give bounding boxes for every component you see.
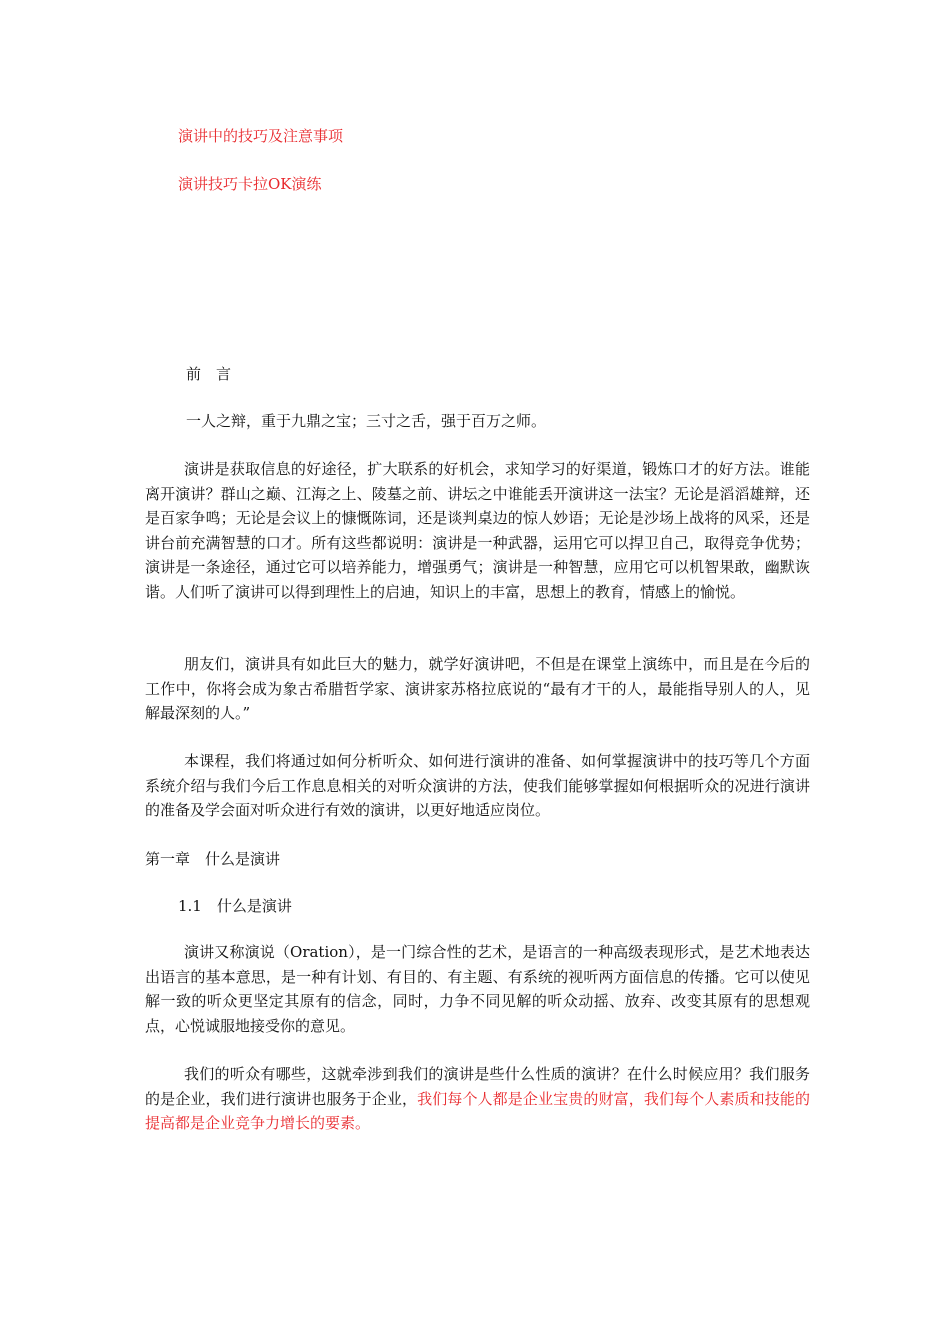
toc-item-techniques[interactable]: 演讲中的技巧及注意事项 [178, 127, 344, 145]
emphasis-text: 我们每个人都是企业宝贵的财富，我们每个人素质和技能的提高都是企业竞争力增长的要素。 [145, 1089, 810, 1132]
paragraph-text: 我们的听众有哪些，这就牵涉到我们的演讲是些什么性质的演讲？在什么时候应用？我们服务的是企业，我们进行演讲也服务于企业， [145, 1065, 810, 1108]
section-heading: 1.1 什么是演讲 [178, 897, 292, 915]
chapter-paragraph-1: 演讲又称演说（Oration），是一门综合性的艺术，是语言的一种高级表现形式，是艺术地表达出语言的基本意思，是一种有计划、有目的、有主题、有系统的视听两方面信息的传播。它可以使见解一致的听众更坚定其原有的信念，同时，力争不同见解的听众动摇、放弃、改变其原有的思想观点，心悦诚服地接受你的意见。 [145, 943, 810, 1035]
chapter-paragraph-2 [145, 1062, 810, 1136]
preface-paragraph-3: 本课程，我们将通过如何分析听众、如何进行演讲的准备、如何掌握演讲中的技巧等几个方面系统介绍与我们今后工作息息相关的对听众演讲的方法，使我们能够掌握如何根据听众的况进行演讲的准备及学会面对听众进行有效的演讲，以更好地适应岗位。 [145, 752, 810, 819]
preface-motto: 一人之辩，重于九鼎之宝；三寸之舌，强于百万之师。 [186, 412, 547, 430]
preface-paragraph-1: 演讲是获取信息的好途径，扩大联系的好机会，求知学习的好渠道，锻炼口才的好方法。谁能离开演讲？群山之巅、江海之上、陵墓之前、讲坛之中谁能丢开演讲这一法宝？无论是滔滔雄辩，还是百家争鸣；无论是会议上的慷慨陈词，还是谈判桌边的惊人妙语；无论是沙场上战将的风采，还是讲台前充满智慧的口才。所有这些都说明：演讲是一种武器，运用它可以捍卫自己，取得竞争优势；演讲是一条途径，通过它可以培养能力，增强勇气；演讲是一种智慧，应用它可以机智果敢，幽默诙谐。人们听了演讲可以得到理性上的启迪，知识上的丰富，思想上的教育，情感上的愉悦。 [145, 460, 810, 601]
toc-item-karaoke-practice[interactable]: 演讲技巧卡拉OK演练 [178, 175, 322, 193]
preface-heading: 前 言 [186, 365, 232, 383]
chapter-heading: 第一章 什么是演讲 [145, 850, 281, 868]
preface-paragraph-2: 朋友们，演讲具有如此巨大的魅力，就学好演讲吧，不但是在课堂上演练中，而且是在今后的工作中，你将会成为象古希腊哲学家、演讲家苏格拉底说的“最有才干的人，最能指导别人的人，见解最深刻的人。” [145, 655, 810, 722]
